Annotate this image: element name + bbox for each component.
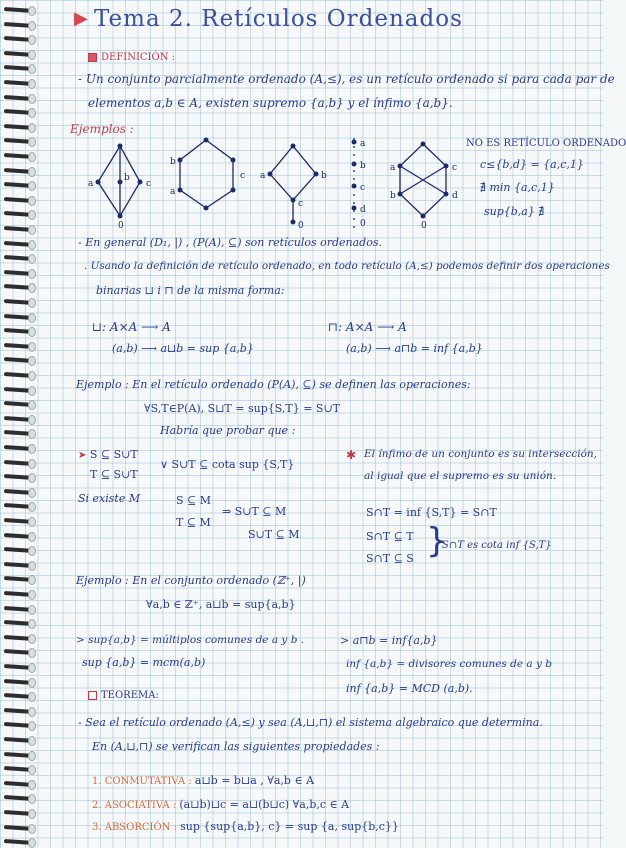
spiral-ring xyxy=(4,342,36,351)
definition-line-1: - Un conjunto parcialmente ordenado (A,≤), es un retículo ordenado si para cada par de xyxy=(78,72,615,86)
proof-s-in-m: S ⊆ M xyxy=(176,494,212,507)
spiral-ring xyxy=(4,663,36,672)
general-line-1: - En general (D₁, |) , (P(A), ⊆) son retículos ordenados. xyxy=(78,236,382,249)
definition-line-2: elementos a,b ∈ A, existen supremo {a,b} y el ínfimo {a,b}. xyxy=(88,96,453,110)
spiral-ring xyxy=(4,327,36,336)
spiral-ring xyxy=(4,210,36,219)
spiral-ring xyxy=(4,137,36,146)
inf-line-2: S∩T ⊆ T xyxy=(366,530,414,543)
property-2 xyxy=(92,798,349,811)
proof-claim-1-text: S ⊆ S∪T xyxy=(89,448,138,461)
d4-label-c: c xyxy=(360,183,366,193)
definition-heading xyxy=(88,52,175,63)
theorem-line-1: - Sea el retículo ordenado (A,≤) y sea (A,⊔,⊓) el sistema algebraico que determina. xyxy=(78,716,543,729)
proof-claim-3: ∨ S∪T ⊆ cota sup {S,T} xyxy=(160,458,295,471)
d1-label-a: a xyxy=(88,179,94,189)
spiral-ring xyxy=(4,590,36,599)
inf-line-3: S∩T ⊆ S xyxy=(366,552,414,565)
spiral-ring xyxy=(4,152,36,161)
spiral-ring xyxy=(4,371,36,380)
not-lattice-line-2: ∄ min {a,c,1} xyxy=(480,181,555,194)
square-bullet-icon xyxy=(88,691,97,700)
spiral-ring xyxy=(4,619,36,628)
spiral-ring xyxy=(4,225,36,234)
d5-label-b: b xyxy=(390,191,396,201)
d1-label-0: 0 xyxy=(118,221,124,231)
example-2-line-1: Ejemplo : En el conjunto ordenado (ℤ⁺, |) xyxy=(76,574,306,587)
spiral-ring xyxy=(4,240,36,249)
spiral-ring xyxy=(4,692,36,701)
not-lattice-label: NO ES RETÍCULO ORDENADO xyxy=(466,138,626,149)
example-1-line-2: ∀S,T∈P(A), S⊔T = sup{S,T} = S∪T xyxy=(144,402,341,415)
general-line-3: binarias ⊔ i ⊓ de la misma forma: xyxy=(96,284,285,297)
d5-label-0: 0 xyxy=(421,221,427,231)
spiral-ring xyxy=(4,429,36,438)
d4-label-a: a xyxy=(360,139,366,149)
spiral-ring xyxy=(4,838,36,847)
d3-label-b: b xyxy=(321,171,327,181)
inf-operation-map: (a,b) ⟶ a⊓b = inf {a,b} xyxy=(346,342,483,355)
spiral-ring xyxy=(4,444,36,453)
d2-label-b: b xyxy=(170,157,176,167)
square-bullet-icon xyxy=(88,53,97,62)
spiral-ring xyxy=(4,6,36,15)
spiral-ring xyxy=(4,79,36,88)
spiral-ring xyxy=(4,765,36,774)
d4-label-b: b xyxy=(360,161,366,171)
spiral-ring xyxy=(4,707,36,716)
inf-line-1: S∩T = inf {S,T} = S∩T xyxy=(366,506,497,519)
property-1-text: a⊔b = b⊔a , ∀a,b ∈ A xyxy=(194,774,315,787)
example-2-line-2: ∀a,b ∈ ℤ⁺, a⊔b = sup{a,b} xyxy=(146,598,296,611)
not-lattice-line-1: c≤{b,d} = {a,c,1} xyxy=(480,158,584,171)
note-star-icon: ✱ xyxy=(346,448,357,462)
spiral-ring xyxy=(4,532,36,541)
property-2-label: 2. ASOCIATIVA : xyxy=(92,800,177,811)
d4-label-0: 0 xyxy=(360,219,366,229)
proof-t-in-m: T ⊆ M xyxy=(176,516,211,529)
spiral-ring xyxy=(4,400,36,409)
hasse-diagram-3-lines xyxy=(270,146,316,200)
spiral-ring xyxy=(4,780,36,789)
proof-if-exists: Si existe M xyxy=(78,492,141,505)
title-bullet-icon: ▶ xyxy=(74,8,88,29)
spiral-ring xyxy=(4,736,36,745)
example-2-inf-3: inf {a,b} = MCD (a,b). xyxy=(346,682,473,695)
inf-operation-def: ⊓: A×A ⟶ A xyxy=(328,320,407,334)
spiral-ring xyxy=(4,575,36,584)
example-1-label-wrap xyxy=(76,378,471,391)
sup-operation-def: ⊔: A×A ⟶ A xyxy=(92,320,171,334)
property-3-label: 3. ABSORCIÓN : xyxy=(92,822,177,833)
spiral-ring xyxy=(4,648,36,657)
spiral-ring xyxy=(4,356,36,365)
note-line-1: El ínfimo de un conjunto es su intersección, xyxy=(364,448,598,460)
hasse-diagram-2-lines xyxy=(180,140,233,208)
d5-label-c: c xyxy=(452,163,458,173)
spiral-ring xyxy=(4,517,36,526)
proof-union-in-m: S∪T ⊆ M xyxy=(248,528,300,541)
proof-claim-2: T ⊆ S∪T xyxy=(90,468,138,481)
example-1-line-3: Habría que probar que : xyxy=(160,424,296,437)
property-3-text: sup {sup{a,b}, c} = sup {a, sup{b,c}} xyxy=(180,820,399,833)
spiral-ring xyxy=(4,721,36,730)
curly-brace-icon: } xyxy=(426,521,448,561)
definition-heading-text: DEFINICIÓN : xyxy=(101,52,176,63)
arrow-icon: ➤ xyxy=(78,450,87,461)
spiral-ring xyxy=(4,794,36,803)
d5-label-a: a xyxy=(390,163,396,173)
spiral-ring xyxy=(4,386,36,395)
spiral-ring xyxy=(4,35,36,44)
general-line-2: . Usando la definición de retículo ordenado, en todo retículo (A,≤) podemos definir dos operaciones xyxy=(84,260,610,272)
spiral-ring xyxy=(4,809,36,818)
d1-label-c: c xyxy=(146,179,152,189)
d3-label-a: a xyxy=(260,171,266,181)
not-lattice-line-3: sup{b,a} ∄ xyxy=(484,205,545,218)
inf-line-4: S∩T es cota inf {S,T} xyxy=(442,540,552,551)
spiral-ring xyxy=(4,167,36,176)
spiral-ring xyxy=(4,546,36,555)
spiral-ring xyxy=(4,50,36,59)
spiral-ring xyxy=(4,473,36,482)
example-1-line-1-text: Ejemplo : En el retículo ordenado (P(A), ⊆) se definen las operaciones: xyxy=(76,378,471,391)
d3-label-0: 0 xyxy=(298,221,304,231)
spiral-ring xyxy=(4,415,36,424)
spiral-ring xyxy=(4,824,36,833)
d4-label-d: d xyxy=(360,205,366,215)
examples-label: Ejemplos : xyxy=(70,122,134,136)
spiral-ring xyxy=(4,108,36,117)
example-2-inf-2: inf {a,b} = divisores comunes de a y b xyxy=(346,658,553,670)
note-line-2: al igual que el supremo es su unión. xyxy=(364,470,557,482)
example-2-sup-1: > sup{a,b} = múltiplos comunes de a y b . xyxy=(76,634,305,646)
spiral-ring xyxy=(4,561,36,570)
spiral-ring xyxy=(4,269,36,278)
spiral-ring xyxy=(4,283,36,292)
spiral-ring xyxy=(4,313,36,322)
spiral-binding xyxy=(0,0,40,848)
spiral-ring xyxy=(4,181,36,190)
property-1-label: 1. CONMUTATIVA : xyxy=(92,776,192,787)
d3-label-c: c xyxy=(298,199,304,209)
example-1-line-1 xyxy=(76,378,471,391)
d1-label-b: b xyxy=(124,173,130,183)
spiral-ring xyxy=(4,94,36,103)
property-2-text: (a⊔b)⊔c = a⊔(b⊔c) ∀a,b,c ∈ A xyxy=(179,798,350,811)
hasse-diagrams xyxy=(88,138,468,231)
proof-implies: ⇒ S∪T ⊆ M xyxy=(222,505,287,518)
example-2-sup-2: sup {a,b} = mcm(a,b) xyxy=(82,656,206,669)
spiral-ring xyxy=(4,605,36,614)
theorem-heading-text: TEOREMA: xyxy=(101,690,159,701)
spiral-ring xyxy=(4,502,36,511)
spiral-ring xyxy=(4,21,36,30)
spiral-ring xyxy=(4,64,36,73)
spiral-ring xyxy=(4,196,36,205)
d2-label-c: c xyxy=(240,171,246,181)
spiral-ring xyxy=(4,254,36,263)
proof-claim-1 xyxy=(78,448,138,461)
sup-operation-map: (a,b) ⟶ a⊔b = sup {a,b} xyxy=(112,342,254,355)
spiral-ring xyxy=(4,459,36,468)
d5-label-d: d xyxy=(452,191,458,201)
page-title: Tema 2. Retículos Ordenados xyxy=(94,6,463,32)
property-3 xyxy=(92,820,399,833)
spiral-ring xyxy=(4,634,36,643)
property-1 xyxy=(92,774,314,787)
spiral-ring xyxy=(4,488,36,497)
spiral-ring xyxy=(4,123,36,132)
spiral-ring xyxy=(4,298,36,307)
spiral-ring xyxy=(4,678,36,687)
theorem-line-2: En (A,⊔,⊓) se verifican las siguientes propiedades : xyxy=(92,740,380,753)
example-2-inf-1: > a⊓b = inf{a,b} xyxy=(340,634,438,647)
theorem-heading xyxy=(88,690,159,701)
d2-label-a: a xyxy=(170,187,176,197)
spiral-ring xyxy=(4,751,36,760)
